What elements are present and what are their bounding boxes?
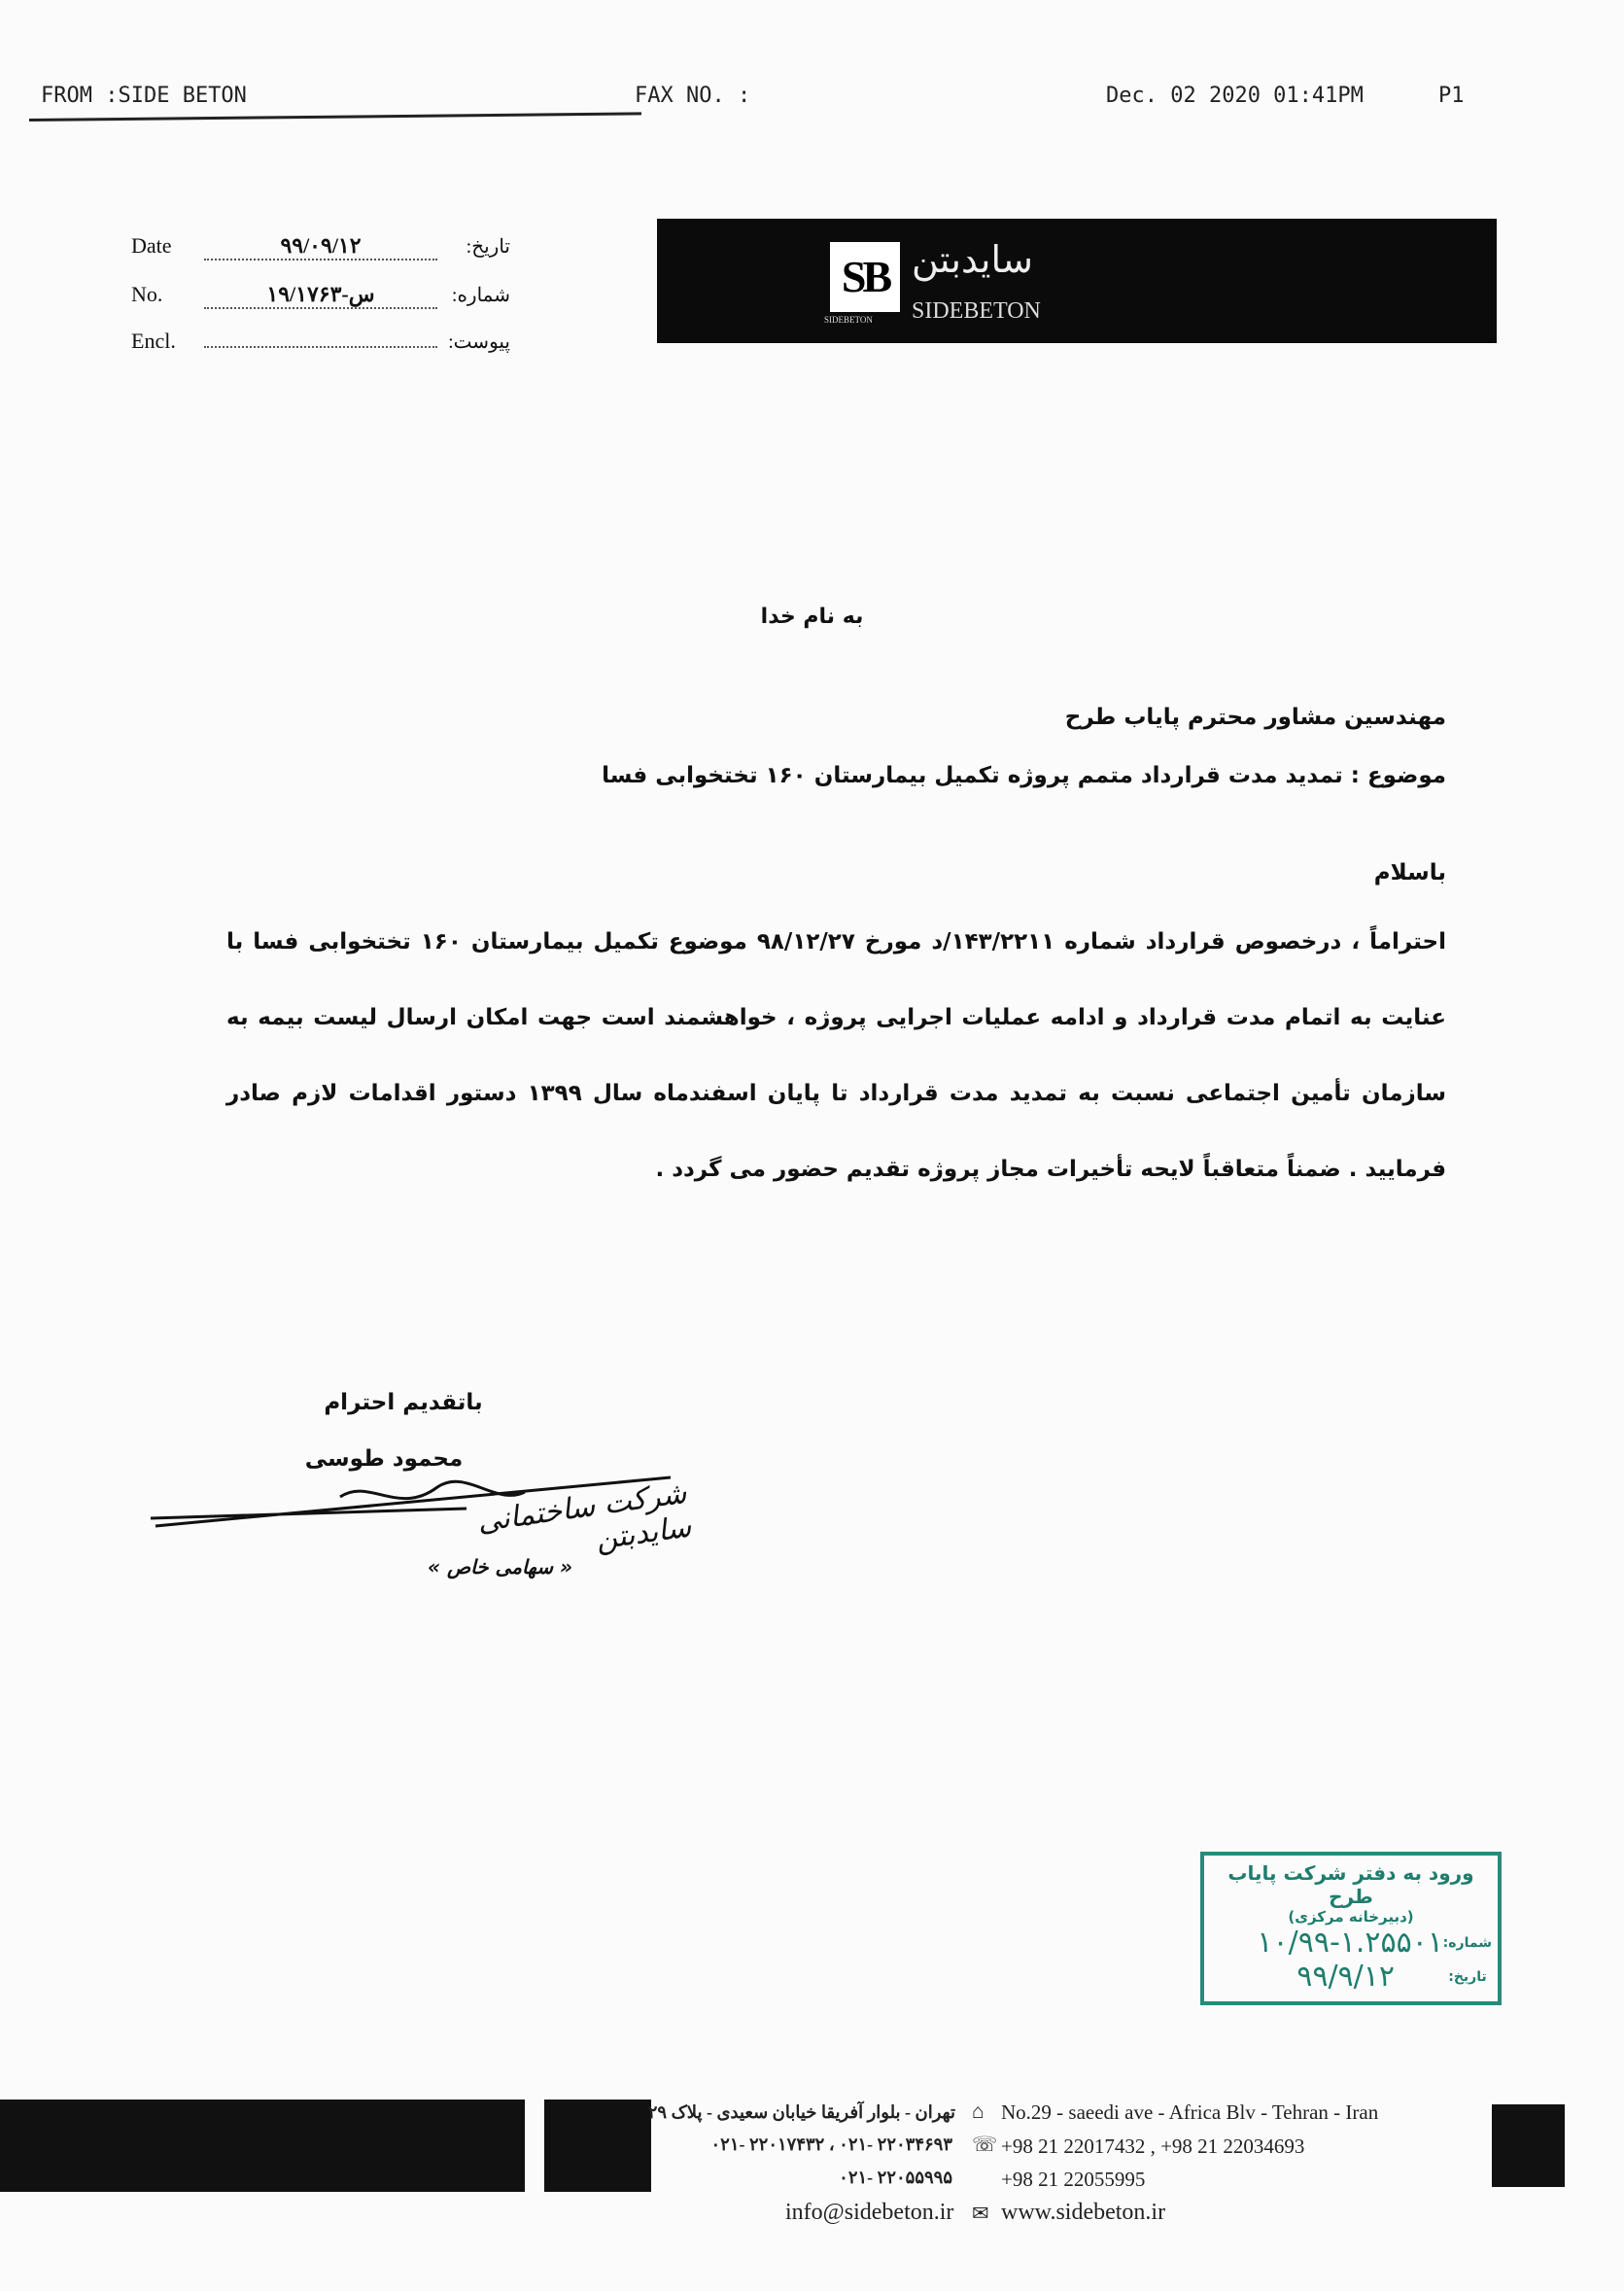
footer-dark-block bbox=[1492, 2104, 1565, 2187]
enclosure-row bbox=[131, 329, 510, 354]
stamp-number-value: ۱۰/۹۹-۱.۲۵۵۰۱ bbox=[1257, 1926, 1443, 1960]
fax-from: FROM :SIDE BETON bbox=[41, 84, 247, 108]
footer-address-en: No.29 - saeedi ave - Africa Blv - Tehran - Iran bbox=[1001, 2100, 1379, 2124]
footer-phones-fa: ۰۲۱- ۲۲۰۱۷۴۳۲ ، ۰۲۱- ۲۲۰۳۴۶۹۳ bbox=[710, 2135, 952, 2154]
stamp-subtitle: (دبیرخانه مرکزی) bbox=[1288, 1908, 1414, 1926]
logo-mark-caption: SIDEBETON bbox=[824, 315, 873, 325]
home-icon: ⌂ bbox=[972, 2100, 985, 2123]
footer-fax-fa: ۰۲۱- ۲۲۰۵۵۹۹۵ bbox=[839, 2168, 952, 2187]
number-row bbox=[131, 282, 510, 309]
fax-number: FAX NO. : bbox=[635, 84, 751, 108]
enclosure-label: Encl. bbox=[131, 329, 176, 353]
number-label-fa: شماره: bbox=[451, 285, 510, 306]
closing: باتقدیم احترام bbox=[324, 1390, 483, 1415]
stamp-title: ورود به دفتر شرکت پایاب طرح bbox=[1227, 1861, 1474, 1908]
sb-logo-mark: SB bbox=[830, 242, 900, 312]
enclosure-value bbox=[204, 346, 437, 348]
date-label: Date bbox=[131, 233, 172, 258]
signer-name: محمود طوسی bbox=[304, 1446, 464, 1472]
mail-icon: ✉ bbox=[972, 2202, 989, 2225]
company-signature-type: « سهامی خاص » bbox=[428, 1555, 572, 1579]
subject-line: موضوع : تمدید مدت قرارداد متمم پروژه تکمیل بیمارستان ۱۶۰ تختخوابی فسا bbox=[602, 763, 1446, 788]
enclosure-label-fa: پیوست: bbox=[448, 331, 510, 353]
fax-timestamp: Dec. 02 2020 01:41PM bbox=[1106, 84, 1364, 108]
number-label: No. bbox=[131, 282, 163, 306]
fax-page: P1 bbox=[1438, 84, 1465, 108]
stamp-date-label: تاریخ: bbox=[1448, 1968, 1487, 1985]
date-label-fa: تاریخ: bbox=[466, 236, 510, 258]
letter-body: احتراماً ، درخصوص قرارداد شماره ۱۴۳/۲۲۱۱/د مورخ ۹۸/۱۲/۲۷ موضوع تکمیل بیمارستان ۱۶۰ تختخوابی فسا با عنایت به اتمام مدت قرارداد و ادامه عملیات اجرایی پروژه ، خواهشمند است جهت امکان ارسال لیست بیمه به سازمان تأمین اجتماعی نسبت به تمدید مدت قرارداد تا پایان اسفندماه سال ۱۳۹۹ دستور اقدامات لازم صادر فرمایید . ضمناً متعاقباً لایحه تأخیرات مجاز پروژه تقدیم حضور می گردد . bbox=[226, 929, 1446, 1182]
footer-phones-en: +98 21 22017432 , +98 21 22034693 bbox=[1001, 2135, 1305, 2158]
stamp-number-label: شماره: bbox=[1442, 1934, 1492, 1951]
logo-name-en: SIDEBETON bbox=[912, 298, 1041, 324]
date-value: ۹۹/۰۹/۱۲ bbox=[204, 233, 437, 260]
signature-area bbox=[146, 1458, 694, 1594]
company-signature-text: شرکت ساختمانی سایدبتن bbox=[475, 1475, 694, 1557]
number-value: ۱۹/۱۷۶۳-س bbox=[204, 282, 437, 309]
receipt-stamp bbox=[1200, 1852, 1502, 2005]
company-logo-banner bbox=[657, 219, 1497, 343]
fax-header-line bbox=[29, 112, 641, 121]
greeting: باسلام bbox=[1373, 860, 1446, 885]
footer-fax-en: +98 21 22055995 bbox=[1001, 2168, 1146, 2191]
footer-email[interactable]: info@sidebeton.ir bbox=[785, 2200, 954, 2225]
bismillah: به نام خدا bbox=[760, 605, 864, 629]
phone-icon: ☏ bbox=[972, 2133, 998, 2156]
addressee: مهندسین مشاور محترم پایاب طرح bbox=[1064, 705, 1446, 730]
footer-address-fa: تهران - بلوار آفریقا خیابان سعیدی - پلاک ۲۹ bbox=[647, 2102, 955, 2122]
footer-website[interactable]: www.sidebeton.ir bbox=[1001, 2200, 1166, 2225]
logo-name-fa: سایدبتن bbox=[912, 238, 1033, 281]
stamp-date-value: ۹۹/۹/۱۲ bbox=[1296, 1960, 1395, 1994]
footer-dark-block bbox=[0, 2100, 525, 2192]
date-row bbox=[131, 233, 510, 260]
